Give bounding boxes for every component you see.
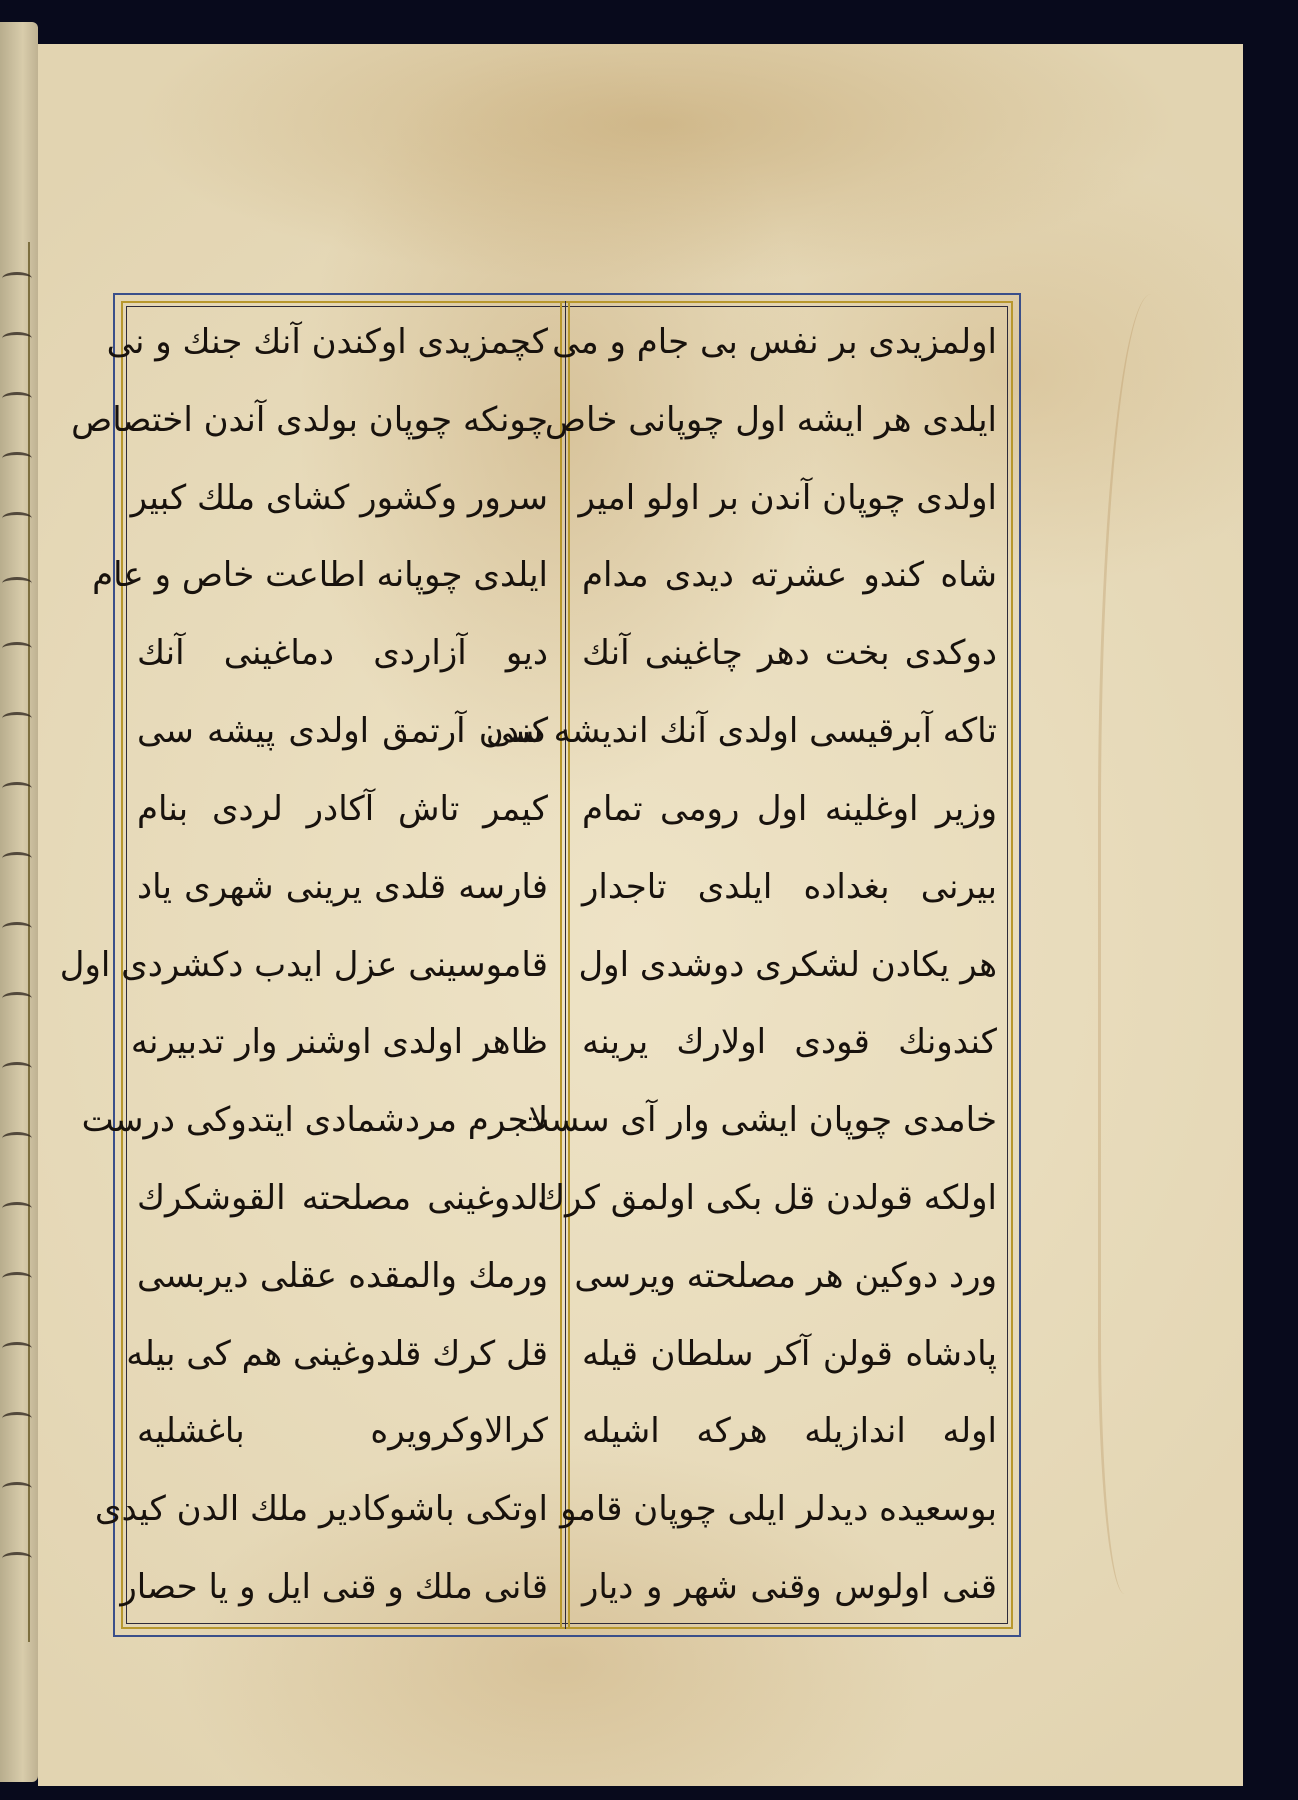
verse-line: لاجرم مردشمادی ایتدوکی درست [81, 1100, 548, 1141]
verse-line: فارسه قلدی یرینی شهری یاد [137, 866, 548, 907]
column-divider [560, 301, 570, 1629]
verse-line: کرالاوکرویره باغشلیه [137, 1411, 548, 1452]
verse-line: هر یکادن لشکری دوشدی اول [578, 944, 997, 985]
verse-line: بیرنی بغداده ایلدی تاجدار [582, 866, 997, 907]
verse-line: قاموسینی عزل ایدب دکشردی اول [59, 944, 548, 985]
verse-line: پادشاه قولن آکر سلطان قیله [582, 1333, 997, 1374]
verse-line: کندونك قودی اولارك یرینه [582, 1022, 997, 1063]
verse-line: دوکدی بخت دهر چاغینی آنك [582, 633, 997, 674]
verse-line: خامدی چوپان ایشی وار آی سست [517, 1100, 997, 1141]
verse-line: الدوغینی مصلحته القوشکرك [137, 1177, 548, 1218]
right-text-column [486, 309, 1005, 1621]
verse-line: قنی اولوس وقنی شهر و دیار [582, 1567, 997, 1607]
verse-line: تاکه آبرقیسی اولدی آنك اندیشه سی [486, 711, 997, 752]
manuscript-page [38, 44, 1243, 1786]
verse-line: بوسعیده دیدلر ایلی چوپان قامو [560, 1489, 997, 1530]
verse-line: اولکه قولدن قل بکی اولمق کرك [536, 1177, 997, 1218]
left-text-column [59, 309, 556, 1621]
verse-line: کچمزیدی اوکندن آنك جنك و نی [106, 322, 548, 362]
verse-line: سرور وکشور کشای ملك کبیر [130, 477, 548, 518]
verse-line: کندن آرتمق اولدی پیشه سی [137, 711, 548, 752]
verse-line: ورمك والمقده عقلی دیربسی [137, 1255, 548, 1296]
facing-page-edge [0, 22, 38, 1782]
verse-line: وزیر اوغلینه اول رومی تمام [582, 788, 997, 829]
verse-line: ورد دوکین هر مصلحته ویرسی [574, 1255, 997, 1296]
verse-line: قانی ملك و قنی ایل و یا حصار [120, 1567, 548, 1607]
verse-line: شاه کندو عشرته دیدی مدام [582, 555, 997, 596]
verse-line: اوله اندازیله هرکه اشیله [582, 1411, 997, 1452]
verse-line: قل کرك قلدوغینی هم کی بیله [126, 1333, 548, 1374]
verse-line: اولمزیدی بر نفس بی جام و می [552, 322, 997, 362]
verse-line: اولدی چوپان آندن بر اولو امیر [578, 477, 997, 518]
verse-line: کیمر تاش آکادر لردی بنام [137, 788, 548, 829]
verse-line: ظاهر اولدی اوشنر وار تدبیرنه [130, 1022, 548, 1063]
verse-line: اوتکی باشوکادیر ملك الدن کیدی [94, 1489, 548, 1530]
verse-line: ایلدی هر ایشه اول چوپانی خاص [544, 399, 997, 440]
water-stain [1098, 294, 1231, 1594]
text-frame [59, 293, 1021, 1637]
verse-line: ایلدی چوپانه اطاعت خاص و عام [92, 555, 548, 596]
verse-line: دیو آزاردی دماغینی آنك [137, 633, 548, 674]
verse-line: چونکه چوپان بولدی آندن اختصاص [71, 399, 548, 440]
